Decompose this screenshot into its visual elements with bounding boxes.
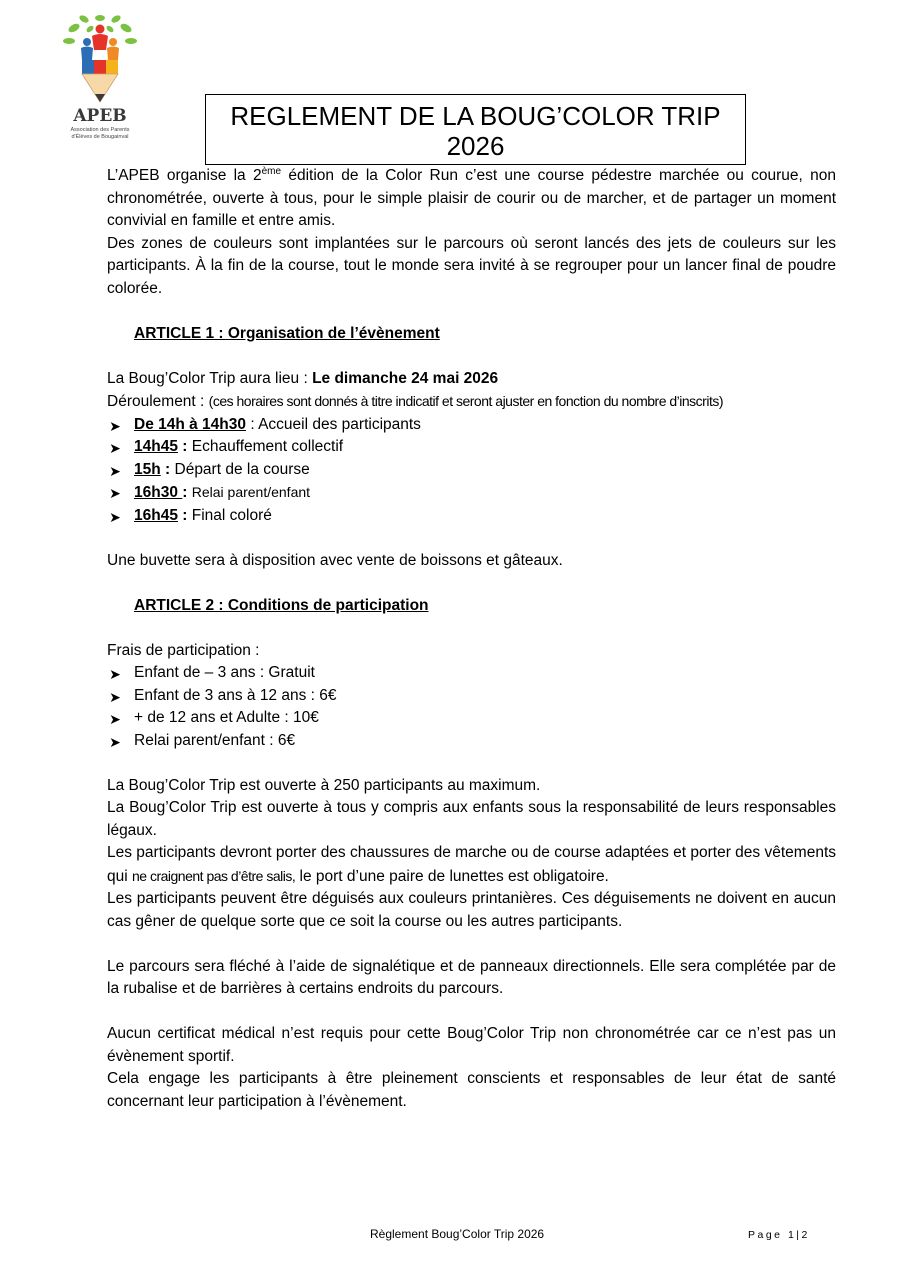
list-item: ➤ Enfant de 3 ans à 12 ans : 6€: [107, 685, 836, 708]
list-item: ➤ 16h30 : Relai parent/enfant: [107, 481, 836, 505]
title-line1: REGLEMENT DE LA BOUG’COLOR TRIP: [230, 101, 721, 131]
list-item: ➤ Enfant de – 3 ans : Gratuit: [107, 662, 836, 685]
document-title: [205, 94, 746, 165]
intro-paragraph-2: Des zones de couleurs sont implantées sur le parcours où seront lancés des jets de couleurs sur les participants. À la fin de la course, tout le monde sera invité à se regrouper pour un lancer final de poudre colorée.: [107, 234, 836, 297]
list-item: ➤ + de 12 ans et Adulte : 10€: [107, 707, 836, 730]
arrow-bullet-icon: ➤: [109, 688, 121, 705]
open-to-all-paragraph: La Boug’Color Trip est ouverte à tous y compris aux enfants sous la responsabilité de leurs responsables légaux.: [107, 799, 836, 839]
route-paragraph: Le parcours sera fléché à l’aide de signalétique et de panneaux directionnels. Elle sera complétée par de la rubalise et de barrières à certains endroits du parcours.: [107, 957, 836, 997]
list-item: ➤ Relai parent/enfant : 6€: [107, 730, 836, 753]
arrow-bullet-icon: ➤: [109, 711, 121, 727]
footer-title: Règlement Boug’Color Trip 2026: [370, 1227, 545, 1241]
article-2-heading: ARTICLE 2 : Conditions de participation: [134, 596, 429, 614]
arrow-bullet-icon: ➤: [109, 485, 121, 501]
apeb-logo: [60, 14, 140, 146]
fees-list: [107, 662, 836, 752]
fees-intro: Frais de participation :: [107, 641, 260, 659]
arrow-bullet-icon: ➤: [109, 440, 121, 456]
max-participants-paragraph: La Boug’Color Trip est ouverte à 250 participants au maximum.: [107, 776, 541, 794]
medical-certificate-paragraph: Aucun certificat médical n’est requis pour cette Boug’Color Trip non chronométrée car ce n’est pas un évènement sportif.: [107, 1025, 836, 1065]
costume-paragraph: Les participants peuvent être déguisés aux couleurs printanières. Ces déguisements ne doivent en aucun cas gêner de quelque sorte que ce soit la course ou les autres participants.: [107, 890, 836, 930]
schedule-list: [107, 414, 836, 528]
list-item: ➤ 15h : Départ de la course: [107, 459, 836, 482]
logo-subtitle-line2: d'Élèves de Bougainval: [71, 134, 129, 140]
list-item: ➤ De 14h à 14h30 : Accueil des participants: [107, 414, 836, 437]
list-item: ➤ 14h45 : Echauffement collectif: [107, 436, 836, 459]
article-1-heading: ARTICLE 1 : Organisation de l’évènement: [134, 324, 440, 342]
event-date-line: La Boug’Color Trip aura lieu : Le dimanche 24 mai 2026: [107, 369, 499, 387]
buvette-paragraph: Une buvette sera à disposition avec vente de boissons et gâteaux.: [107, 551, 563, 569]
equipment-paragraph: Les participants devront porter des chaussures de marche ou de course adaptées et porter des vêtements qui ne craignent pas d’être salis, le port d’une paire de lunettes est obligatoire.: [107, 844, 836, 885]
arrow-bullet-icon: ➤: [109, 417, 121, 434]
health-responsibility-paragraph: Cela engage les participants à être pleinement conscients et responsables de leur état de santé concernant leur participation à l’évènement.: [107, 1070, 836, 1110]
pencil-tree-icon: [60, 14, 140, 106]
title-line2: 2026: [446, 131, 505, 161]
logo-subtitle: [60, 127, 140, 141]
page-number: Page 1|2: [748, 1229, 810, 1241]
intro-paragraph-1: L’APEB organise la 2ème édition de la Color Run c’est une course pédestre marchée ou courue, non chronométrée, ouverte à tous, pour le simple plaisir de courir ou de marcher, et de partager un moment convivial en famille et entre amis.: [107, 165, 836, 229]
logo-subtitle-line1: Association des Parents: [70, 127, 130, 133]
arrow-bullet-icon: ➤: [109, 508, 121, 525]
list-item: ➤ 16h45 : Final coloré: [107, 505, 836, 528]
event-date: Le dimanche 24 mai 2026: [312, 369, 499, 387]
logo-name: APEB: [73, 106, 127, 126]
arrow-bullet-icon: ➤: [109, 462, 121, 479]
arrow-bullet-icon: ➤: [109, 733, 121, 750]
arrow-bullet-icon: ➤: [109, 666, 121, 682]
document-body: [107, 165, 836, 1113]
schedule-intro: Déroulement : (ces horaires sont donnés à titre indicatif et seront ajuster en fonction du nombre d’inscrits): [107, 393, 724, 410]
